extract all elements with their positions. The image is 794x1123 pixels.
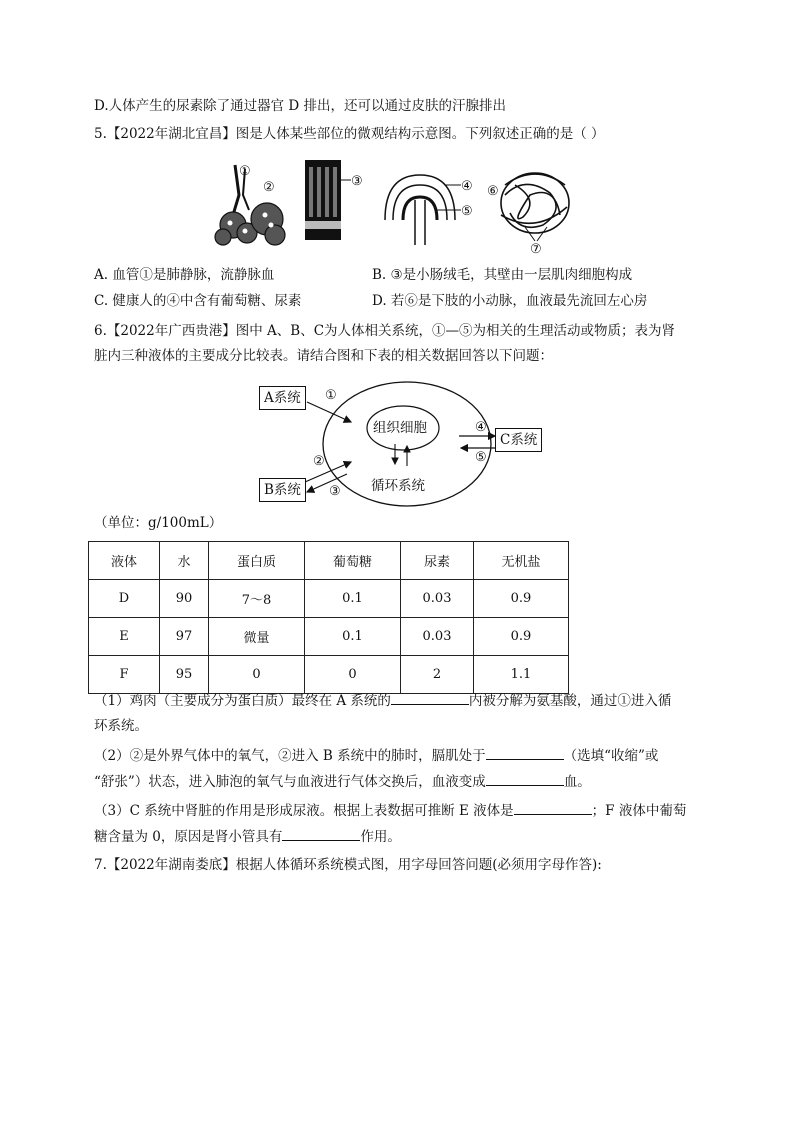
table-cell: 0 — [209, 656, 305, 694]
diagram-mark-3: ③ — [329, 484, 341, 499]
table-cell: 0.1 — [305, 618, 401, 656]
diagram-mark-1: ① — [325, 388, 337, 403]
q5-option-c: C. 健康人的④中含有葡萄糖、尿素 — [94, 293, 302, 309]
table-header: 无机盐 — [474, 542, 569, 580]
answer-blank[interactable] — [282, 826, 360, 841]
table-cell: F — [89, 656, 160, 694]
fig-mark-4: ④ — [461, 179, 473, 194]
table-header: 液体 — [89, 542, 160, 580]
table-header: 葡萄糖 — [305, 542, 401, 580]
table-cell: E — [89, 618, 160, 656]
q6-sub3-line2 — [94, 826, 401, 847]
table-cell: 97 — [160, 618, 209, 656]
table-cell: 0.9 — [474, 618, 569, 656]
q7-stem: 7.【2022年湖南娄底】根据人体循环系统模式图，用字母回答问题(必须用字母作答): — [94, 857, 602, 873]
q5-option-a: A. 血管①是肺静脉，流静脉血 — [94, 267, 275, 283]
c-system-box: C系统 — [495, 428, 542, 452]
capillary-network-sketch — [501, 173, 569, 233]
b-system-box: B系统 — [259, 478, 306, 502]
q6-sub1-text-a: （1）鸡肉（主要成分为蛋白质）最终在 A 系统的 — [94, 693, 391, 709]
q6-sub3-text-d: 作用。 — [360, 829, 401, 845]
q6-sub2-text-d: 血。 — [563, 774, 591, 790]
table-row — [89, 618, 569, 656]
answer-blank[interactable] — [486, 771, 564, 786]
answer-blank[interactable] — [391, 690, 469, 705]
q6-sub2-line1 — [94, 745, 658, 766]
table-cell: 1.1 — [474, 656, 569, 694]
table-cell: 90 — [160, 580, 209, 618]
diagram-mark-5: ⑤ — [475, 450, 487, 465]
q6-sub2-text-b: （选填“收缩”或 — [563, 748, 659, 764]
diagram-mark-4: ④ — [475, 420, 487, 435]
table-cell: 2 — [401, 656, 474, 694]
q6-sub1-line2: 环系统。 — [94, 718, 148, 734]
table-row — [89, 580, 569, 618]
q5-micro-structure-figure — [205, 155, 577, 255]
circulation-label: 循环系统 — [371, 478, 425, 494]
q6-sub3-text-b: ；F 液体中葡萄 — [591, 803, 687, 819]
fig-mark-3: ③ — [351, 174, 363, 189]
q6-stem-line2: 脏内三种液体的主要成分比较表。请结合图和下表的相关数据回答以下问题： — [94, 348, 553, 364]
table-cell: 0 — [305, 656, 401, 694]
q6-sub1-line1 — [94, 690, 671, 711]
q5-stem: 5.【2022年湖北宜昌】图是人体某些部位的微观结构示意图。下列叙述正确的是（ ） — [94, 126, 605, 142]
q6-sub2-text-c: “舒张”）状态，进入肺泡的氧气与血液进行气体交换后，血液变成 — [94, 774, 486, 790]
q6-sub3-line1 — [94, 800, 686, 821]
kidney-fluid-table — [88, 541, 569, 694]
tissue-cell-label: 组织细胞 — [373, 420, 427, 436]
fig-mark-1: ① — [239, 164, 251, 179]
q6-system-diagram — [255, 380, 555, 510]
table-cell: 0.1 — [305, 580, 401, 618]
table-header: 水 — [160, 542, 209, 580]
diagram-mark-2: ② — [313, 454, 325, 469]
villus-sketch — [305, 160, 351, 240]
table-cell: 7～8 — [209, 580, 305, 618]
q6-sub2-line2 — [94, 771, 591, 792]
a-system-box: A系统 — [259, 386, 306, 410]
table-cell: 微量 — [209, 618, 305, 656]
table-header: 尿素 — [401, 542, 474, 580]
q6-sub1-text-b: 内被分解为氨基酸，通过①进入循 — [468, 693, 672, 709]
table-header: 蛋白质 — [209, 542, 305, 580]
q5-option-b: B. ③是小肠绒毛，其壁由一层肌肉细胞构成 — [372, 267, 633, 283]
table-cell: 0.03 — [401, 618, 474, 656]
q6-stem-line1: 6.【2022年广西贵港】图中 A、B、C为人体相关系统，①—⑤为相关的生理活动或物质；表为肾 — [94, 323, 676, 339]
table-row — [89, 656, 569, 694]
table-header-row — [89, 542, 569, 580]
q6-sub3-text-c: 糖含量为 0，原因是肾小管具有 — [94, 829, 283, 845]
fig-mark-2: ② — [263, 180, 275, 195]
table-unit: （单位：g/100mL） — [94, 515, 223, 531]
answer-blank[interactable] — [486, 745, 564, 760]
q5-option-d: D. 若⑥是下肢的小动脉，血液最先流回左心房 — [372, 293, 648, 309]
fig-mark-7: ⑦ — [530, 242, 542, 255]
q4-option-d: D.人体产生的尿素除了通过器官 D 排出，还可以通过皮肤的汗腺排出 — [94, 98, 507, 114]
fig-mark-6: ⑥ — [487, 184, 499, 199]
q6-sub2-text-a: （2）②是外界气体中的氧气，②进入 B 系统中的肺时，膈肌处于 — [94, 748, 486, 764]
table-cell: 0.03 — [401, 580, 474, 618]
answer-blank[interactable] — [514, 800, 592, 815]
table-cell: 0.9 — [474, 580, 569, 618]
table-cell: D — [89, 580, 160, 618]
table-cell: 95 — [160, 656, 209, 694]
q6-sub3-text-a: （3）C 系统中肾脏的作用是形成尿液。根据上表数据可推断 E 液体是 — [94, 803, 514, 819]
fig-mark-5: ⑤ — [461, 204, 473, 219]
